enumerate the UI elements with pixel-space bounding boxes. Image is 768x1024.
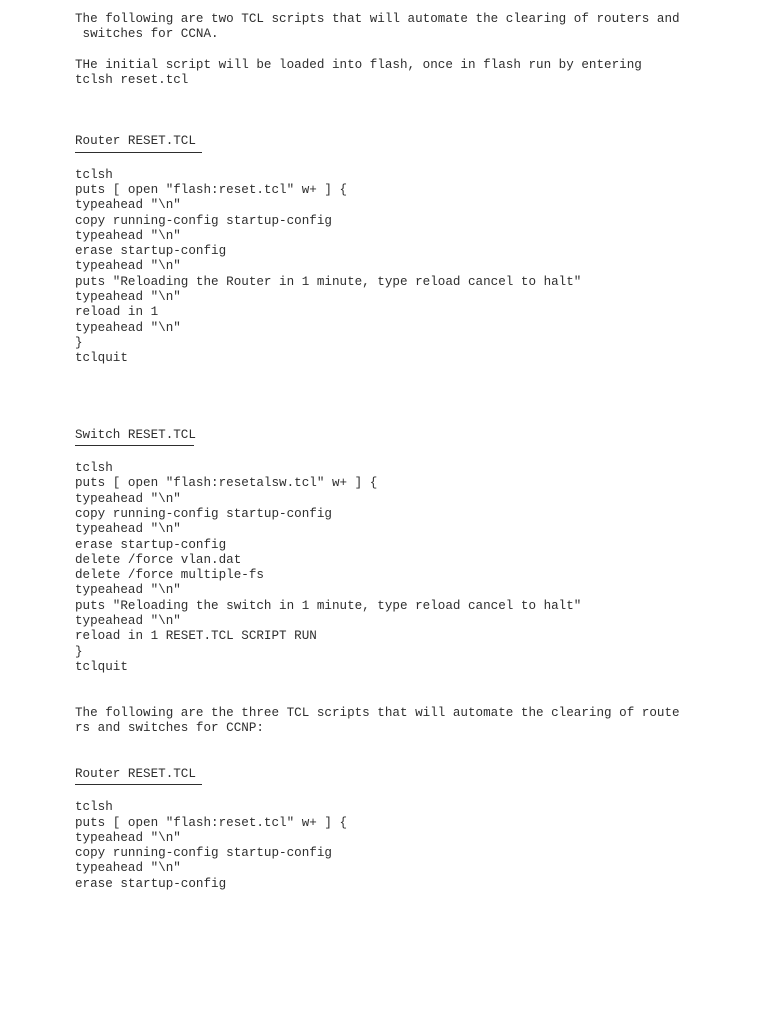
ccnp-intro-line-1: The following are the three TCL scripts that will automate the clearing of route — [75, 705, 680, 720]
code-line: tclquit — [75, 659, 128, 674]
code-line: reload in 1 RESET.TCL SCRIPT RUN — [75, 629, 317, 644]
intro-line-3: THe initial script will be loaded into flash, once in flash run by entering — [75, 57, 642, 72]
intro-line-1: The following are two TCL scripts that will automate the clearing of routers and — [75, 12, 680, 26]
code-line: erase startup-config — [75, 244, 227, 259]
ccnp-router-code — [75, 800, 695, 892]
code-line: } — [75, 644, 83, 659]
code-line: copy running-config startup-config — [75, 506, 332, 521]
ccnp-router-underline — [75, 784, 202, 785]
code-line: typeahead "\n" — [75, 583, 181, 598]
code-line: erase startup-config — [75, 876, 227, 891]
code-line: tclsh — [75, 800, 113, 815]
ccna-router-section — [75, 134, 695, 366]
code-line: typeahead "\n" — [75, 491, 181, 506]
code-line: puts "Reloading the Router in 1 minute, type reload cancel to halt" — [75, 274, 582, 289]
code-line: erase startup-config — [75, 537, 227, 552]
ccnp-intro-line-2: rs and switches for CCNP: — [75, 721, 264, 736]
code-line: typeahead "\n" — [75, 198, 181, 213]
code-line: typeahead "\n" — [75, 228, 181, 243]
code-line: copy running-config startup-config — [75, 846, 332, 861]
ccna-router-heading: Router RESET.TCL — [75, 134, 196, 149]
code-line: tclquit — [75, 351, 128, 366]
ccna-router-code — [75, 168, 695, 367]
code-line: typeahead "\n" — [75, 290, 181, 305]
code-line: typeahead "\n" — [75, 259, 181, 274]
code-line: puts [ open "flash:resetalsw.tcl" w+ ] { — [75, 476, 378, 491]
code-line: typeahead "\n" — [75, 522, 181, 537]
ccnp-router-heading: Router RESET.TCL — [75, 766, 196, 781]
code-line: copy running-config startup-config — [75, 213, 332, 228]
intro-line-4: tclsh reset.tcl — [75, 73, 189, 88]
ccnp-router-section — [75, 767, 695, 892]
ccna-switch-heading: Switch RESET.TCL — [75, 427, 196, 442]
code-line: tclsh — [75, 167, 113, 182]
code-line: reload in 1 — [75, 305, 159, 320]
code-line: typeahead "\n" — [75, 613, 181, 628]
ccna-router-underline — [75, 152, 202, 153]
code-line: puts [ open "flash:reset.tcl" w+ ] { — [75, 815, 348, 830]
code-line: delete /force multiple-fs — [75, 568, 264, 583]
ccna-switch-underline — [75, 445, 194, 446]
code-line: typeahead "\n" — [75, 830, 181, 845]
ccna-switch-section — [75, 428, 695, 675]
code-line: puts "Reloading the switch in 1 minute, type reload cancel to halt" — [75, 598, 582, 613]
code-line: typeahead "\n" — [75, 320, 181, 335]
intro-line-2: switches for CCNA. — [75, 27, 219, 42]
code-line: tclsh — [75, 461, 113, 476]
code-line: delete /force vlan.dat — [75, 552, 242, 567]
code-line: } — [75, 335, 83, 350]
code-line: typeahead "\n" — [75, 861, 181, 876]
document-page — [75, 12, 695, 892]
ccna-switch-code — [75, 461, 695, 675]
code-line: puts [ open "flash:reset.tcl" w+ ] { — [75, 182, 348, 197]
